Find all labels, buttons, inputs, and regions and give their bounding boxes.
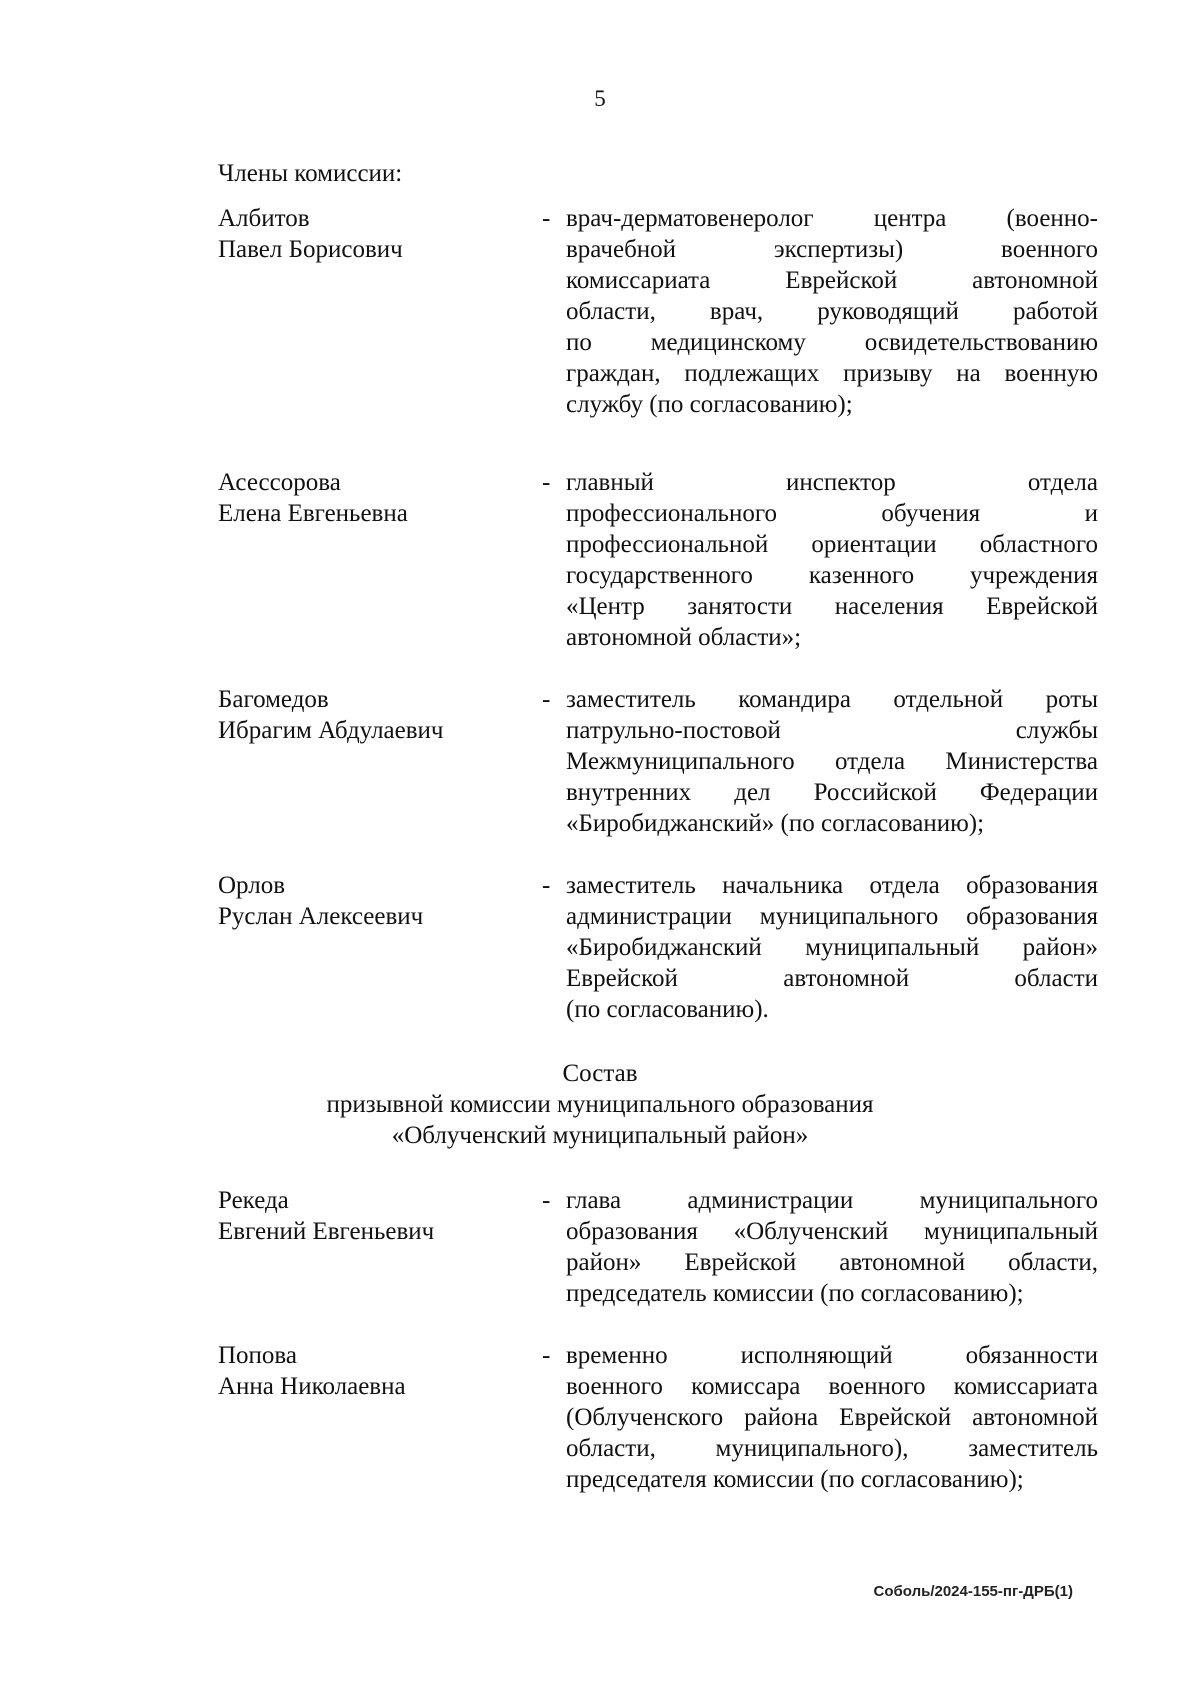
role-line: области, врач, руководящий работой [566,298,1098,325]
member-name [218,870,538,932]
role-line: государственного казенного учреждения [566,562,1098,589]
member-name [218,1340,538,1402]
member-surname: Багомедов [218,686,329,713]
role-line: заместитель начальника отдела образования [566,872,1098,899]
member-role [566,684,1098,839]
role-line: врач-дерматовенеролог центра (военно- [566,205,1098,232]
composition-district: «Облученский муниципальный район» [391,1122,809,1149]
member-surname: Асессорова [218,469,341,496]
role-line: председателя комиссии (по согласованию); [566,1466,1024,1493]
member-role [566,1185,1098,1309]
role-line: автономной области»; [566,624,802,651]
composition-title: Состав [562,1060,638,1087]
member-name [218,684,538,746]
role-line: председатель комиссии (по согласованию); [566,1280,1024,1307]
member-surname: Рекеда [218,1187,289,1214]
role-line: Еврейской автономной области [566,965,1098,992]
role-line: временно исполняющий обязанности [566,1342,1098,1369]
member-given-name: Анна Николаевна [218,1373,406,1400]
member-name [218,1185,538,1247]
role-line: (по согласованию). [566,996,769,1023]
role-line: граждан, подлежащих призыву на военную [566,360,1098,387]
role-line: Межмуниципального отдела Министерства [566,748,1098,775]
role-line: район» Еврейской автономной области, [566,1249,1098,1276]
role-line: врачебной экспертизы) военного [566,236,1098,263]
role-line: патрульно-постовой службы [566,717,1098,744]
composition-subtitle: призывной комиссии муниципального образования [326,1091,874,1118]
member-given-name: Елена Евгеньевна [218,500,408,527]
role-line: профессионального обучения и [566,500,1098,527]
member-surname: Орлов [218,872,286,899]
role-line: комиссариата Еврейской автономной [566,267,1098,294]
page-number: 5 [594,86,606,111]
dash-separator: - [542,686,551,713]
composition-heading [0,1058,1200,1151]
role-line: области, муниципального), заместитель [566,1435,1098,1462]
role-line: военного комиссара военного комиссариата [566,1373,1098,1400]
role-line: внутренних дел Российской Федерации [566,779,1098,806]
role-line: «Биробиджанский муниципальный район» [566,934,1098,961]
document-code: Соболь/2024-155-пг-ДРБ(1) [873,1583,1073,1600]
role-line: администрации муниципального образования [566,903,1098,930]
member-given-name: Евгений Евгеньевич [218,1218,435,1245]
role-line: «Биробиджанский» (по согласованию); [566,810,985,837]
role-line: главный инспектор отдела [566,469,1098,496]
dash-separator: - [542,1342,551,1369]
role-line: образования «Облученский муниципальный [566,1218,1098,1245]
role-line: службу (по согласованию); [566,391,853,418]
member-given-name: Павел Борисович [218,236,403,263]
role-line: «Центр занятости населения Еврейской [566,593,1098,620]
member-role [566,870,1098,1025]
member-role [566,203,1098,420]
dash-separator: - [542,872,551,899]
member-surname: Албитов [218,205,310,232]
member-role [566,1340,1098,1495]
role-line: по медицинскому освидетельствованию [566,329,1098,356]
role-line: (Облученского района Еврейской автономной [566,1404,1098,1431]
dash-separator: - [542,1187,551,1214]
role-line: заместитель командира отдельной роты [566,686,1098,713]
member-given-name: Руслан Алексеевич [218,903,424,930]
dash-separator: - [542,205,551,232]
member-name [218,467,538,529]
member-role [566,467,1098,653]
role-line: профессиональной ориентации областного [566,531,1098,558]
member-surname: Попова [218,1342,298,1369]
role-line: глава администрации муниципального [566,1187,1098,1214]
member-given-name: Ибрагим Абдулаевич [218,717,444,744]
member-name [218,203,538,265]
section-heading: Члены комиссии: [218,160,403,187]
dash-separator: - [542,469,551,496]
